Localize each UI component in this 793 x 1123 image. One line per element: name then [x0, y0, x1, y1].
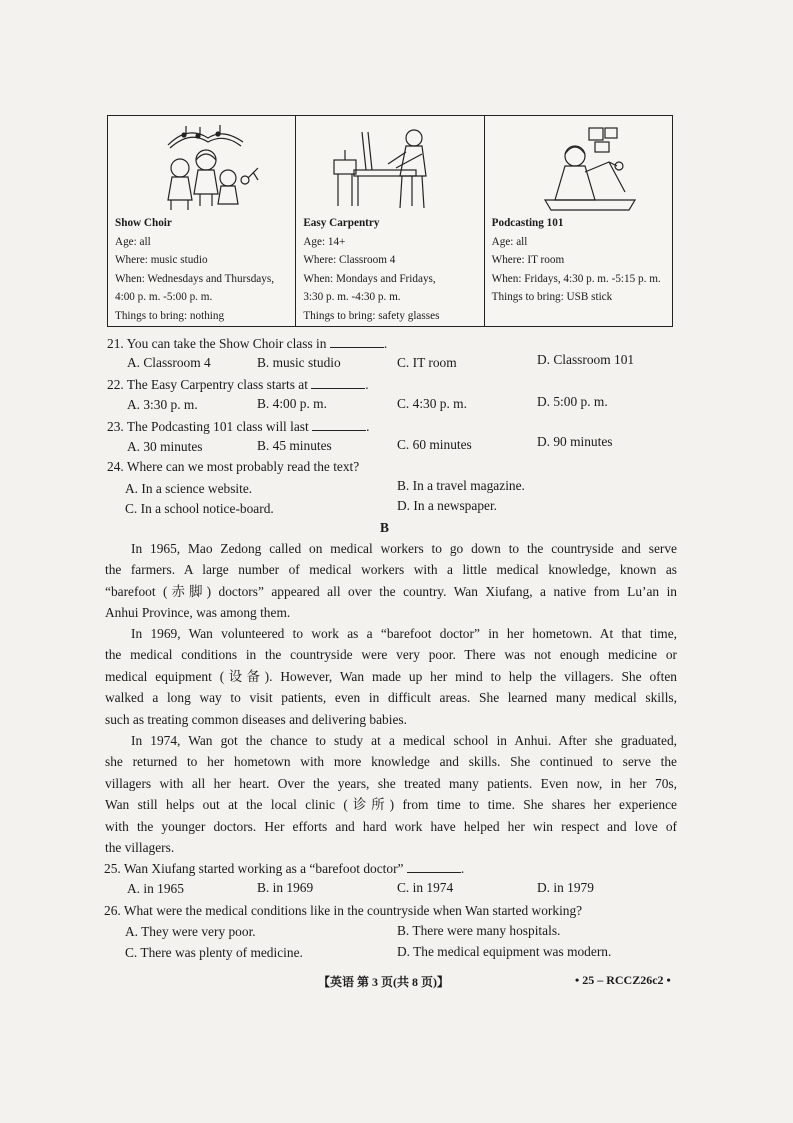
page-footer-code: • 25 – RCCZ26c2 •: [575, 973, 671, 987]
activity-easy-carpentry: [296, 116, 484, 326]
option-c: C. There was plenty of medicine.: [125, 945, 303, 960]
passage-line: “barefoot (赤脚) doctors” appeared all over the country. Wan Xiufang, a native from Lu’an in: [105, 583, 677, 599]
passage-paragraph-3: [105, 730, 677, 858]
passage-line: with the younger doctors. Her efforts and hard work have helped her win respect and love of: [105, 818, 677, 834]
option-c: C. 4:30 p. m.: [397, 396, 467, 411]
activity-things: Things to bring: safety glasses: [303, 309, 440, 322]
activity-things: Things to bring: USB stick: [491, 291, 613, 303]
answer-blank: [330, 335, 384, 348]
question-21: [107, 335, 387, 352]
passage-line: In 1974, Wan got the chance to study at a medical school in Anhui. After she graduated,: [131, 733, 677, 748]
activity-age: Age: all: [491, 235, 528, 248]
question-24: 24. Where can we most probably read the text?: [107, 459, 360, 474]
podcaster-icon: [485, 120, 672, 214]
option-d: D. 5:00 p. m.: [537, 394, 608, 409]
passage-line: In 1965, Mao Zedong called on medical workers to go down to the countryside and serve: [131, 541, 677, 556]
passage-line: medical equipment (设备). However, Wan made up her mind to help the villagers. She often: [105, 668, 677, 684]
option-d: D. 90 minutes: [537, 434, 613, 449]
option-c: C. In a school notice-board.: [125, 501, 274, 516]
activity-name: Podcasting 101: [491, 217, 564, 229]
question-stem: 21. You can take the Show Choir class in: [107, 336, 327, 351]
option-a: A. in 1965: [127, 881, 184, 896]
option-a: A. 30 minutes: [127, 439, 203, 454]
option-c: C. IT room: [397, 355, 457, 370]
activity-show-choir: [108, 116, 296, 326]
question-25: [104, 860, 464, 877]
activity-where: Where: IT room: [491, 254, 565, 266]
passage-line: the villagers.: [105, 840, 175, 856]
activity-things: Things to bring: nothing: [115, 309, 225, 322]
passage-line: Wan still helps out at the local clinic (诊所) from time to time. She shares her experience: [105, 797, 677, 813]
activity-when: When: Fridays, 4:30 p. m. -5:15 p. m.: [491, 272, 661, 285]
activity-age: Age: all: [115, 235, 151, 248]
activity-when: When: Wednesdays and Thursdays,: [115, 272, 275, 285]
page-footer-label: 【英语 第 3 页(共 8 页)】: [318, 975, 449, 989]
passage-line: the farmers. A large number of medical workers with a little medical knowledge, known as: [105, 562, 677, 578]
activity-when-time: 3:30 p. m. -4:30 p. m.: [303, 291, 401, 303]
option-b: B. 4:00 p. m.: [257, 396, 327, 411]
activity-table: [107, 115, 673, 327]
option-d: D. Classroom 101: [537, 352, 635, 367]
question-26: 26. What were the medical conditions like in the countryside when Wan started working?: [104, 903, 583, 918]
question-stem-end: .: [365, 377, 369, 392]
option-b: B. music studio: [257, 355, 341, 370]
passage-line: the medical conditions in the countryside were very poor. There was not enough medicine or: [105, 647, 677, 663]
activity-when-time: 4:00 p. m. -5:00 p. m.: [115, 291, 213, 303]
option-b: B. In a travel magazine.: [397, 478, 525, 493]
passage-line: Anhui Province, was among them.: [105, 605, 291, 621]
section-heading: B: [380, 520, 389, 535]
carpenter-icon: [296, 120, 483, 214]
option-a: A. Classroom 4: [127, 355, 211, 370]
passage-line: villagers with all her heart. Over the years, she treated many patients. Even now, in her 70s,: [105, 775, 677, 791]
option-b: B. 45 minutes: [257, 438, 332, 453]
answer-blank: [407, 860, 461, 873]
answer-blank: [312, 418, 366, 431]
activity-age: Age: 14+: [303, 235, 346, 248]
question-stem: 25. Wan Xiufang started working as a “barefoot doctor”: [104, 861, 404, 876]
passage-paragraph-2: [105, 623, 677, 730]
question-stem: 22. The Easy Carpentry class starts at: [107, 377, 308, 392]
activity-name: Show Choir: [115, 217, 172, 229]
option-d: D. The medical equipment was modern.: [397, 944, 612, 959]
activity-name: Easy Carpentry: [303, 217, 380, 229]
option-d: D. in 1979: [537, 880, 594, 895]
option-a: A. They were very poor.: [125, 924, 256, 939]
option-c: C. in 1974: [397, 880, 454, 895]
activity-podcasting: [485, 116, 672, 326]
passage-line: In 1969, Wan volunteered to work as a “barefoot doctor” in her hometown. At that time,: [131, 626, 677, 641]
option-b: B. There were many hospitals.: [397, 923, 561, 938]
question-stem: 23. The Podcasting 101 class will last: [107, 419, 309, 434]
passage-line: walked a long way to visit patients, even in difficult areas. She learned many medical skills,: [105, 690, 677, 706]
option-d: D. In a newspaper.: [397, 498, 498, 513]
question-22: [107, 376, 369, 393]
passage-paragraph-1: [105, 538, 677, 624]
option-a: A. 3:30 p. m.: [127, 397, 198, 412]
answer-blank: [311, 376, 365, 389]
option-a: A. In a science website.: [125, 481, 253, 496]
option-c: C. 60 minutes: [397, 437, 472, 452]
passage-line: such as treating common diseases and delivering babies.: [105, 711, 407, 727]
activity-where: Where: music studio: [115, 254, 208, 266]
activity-when: When: Mondays and Fridays,: [303, 272, 436, 285]
question-stem-end: .: [460, 861, 465, 876]
question-stem-end: .: [366, 419, 370, 434]
activity-where: Where: Classroom 4: [303, 254, 396, 266]
question-stem-end: .: [383, 336, 388, 351]
question-23: [107, 418, 369, 435]
passage-line: she returned to her hometown with more knowledge and skills. She continued to serve the: [105, 754, 677, 770]
choir-children-icon: [108, 120, 295, 214]
option-b: B. in 1969: [257, 880, 314, 895]
